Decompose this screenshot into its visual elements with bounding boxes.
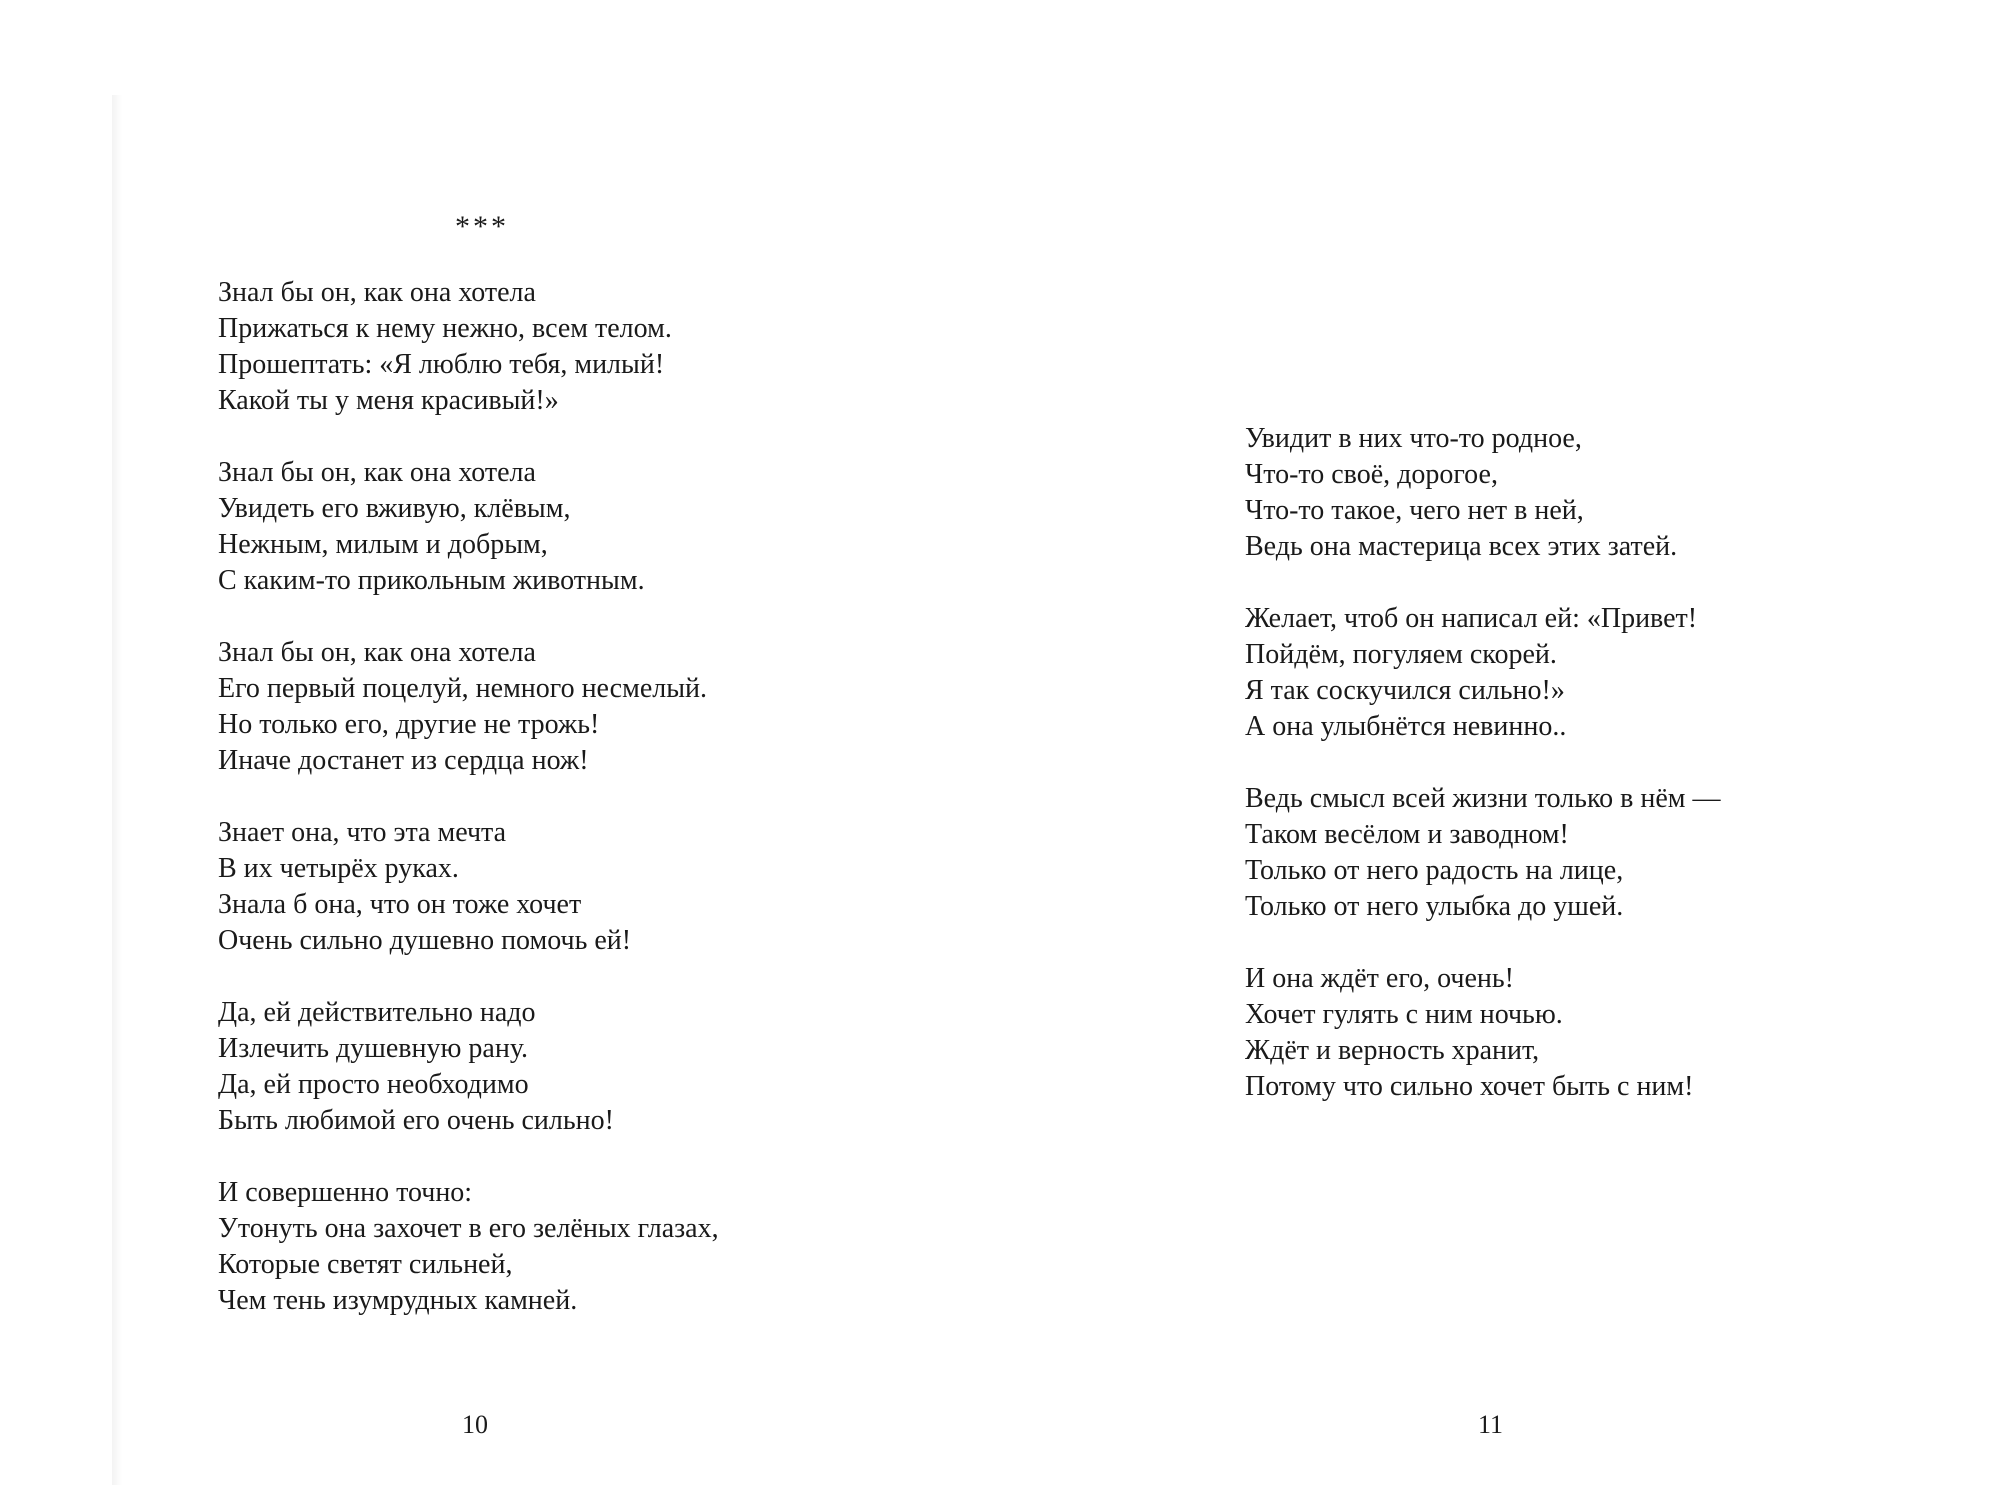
poem-line: Утонуть она захочет в его зелёных глазах, [218,1213,719,1244]
poem-line: Да, ей просто необходимо [218,1069,529,1100]
poem-line: И совершенно точно: [218,1177,473,1208]
poem-line: Прошептать: «Я люблю тебя, милый! [218,349,665,380]
poem-line: Быть любимой его очень сильно! [218,1105,614,1136]
poem-right [1245,421,1720,1105]
poem-line: Нежным, милым и добрым, [218,529,548,560]
poem-line: Увидит в них что-то родное, [1245,423,1582,454]
poem-line: Знала б она, что он тоже хочет [218,889,582,920]
poem-line: Знал бы он, как она хотела [218,277,536,308]
poem-line: Хочет гулять с ним ночью. [1245,999,1563,1030]
poem-line: А она улыбнётся невинно.. [1245,711,1567,742]
poem-line: Очень сильно душевно помочь ей! [218,925,632,956]
poem-line: Знал бы он, как она хотела [218,457,536,488]
poem-line: Ведь она мастерица всех этих затей. [1245,531,1678,562]
stanza-separator: *** [455,210,509,243]
stanza [218,635,719,779]
poem-line: Прижаться к нему нежно, всем телом. [218,313,672,344]
poem-line: Что-то такое, чего нет в ней, [1245,495,1584,526]
poem-line: Ведь смысл всей жизни только в нём — [1245,783,1721,814]
poem-line: В их четырёх руках. [218,853,459,884]
poem-line: Потому что сильно хочет быть с ним! [1245,1071,1694,1102]
poem-line: Иначе достанет из сердца нож! [218,745,589,776]
stanza [1245,421,1720,565]
poem-line: И она ждёт его, очень! [1245,963,1514,994]
poem-line: Желает, чтоб он написал ей: «Привет! [1245,603,1698,634]
poem-line: Я так соскучился сильно!» [1245,675,1565,706]
page-number-right: 11 [1478,1410,1504,1439]
poem-line: Пойдём, погуляем скорей. [1245,639,1557,670]
stanza [218,1175,719,1319]
stanza [218,275,719,419]
poem-line: Знает она, что эта мечта [218,817,507,848]
poem-line: Какой ты у меня красивый!» [218,385,559,416]
stanza [1245,601,1720,745]
poem-line: Излечить душевную рану. [218,1033,529,1064]
poem-line: Чем тень изумрудных камней. [218,1285,578,1316]
page-number-left: 10 [462,1410,488,1439]
poem-line: Только от него улыбка до ушей. [1245,891,1624,922]
poem-line: С каким-то прикольным животным. [218,565,645,596]
stanza [1245,961,1720,1105]
poem-line: Да, ей действительно надо [218,997,536,1028]
poem-line: Что-то своё, дорогое, [1245,459,1498,490]
poem-line: Но только его, другие не трожь! [218,709,600,740]
right-page [1000,0,2000,1485]
stanza [218,455,719,599]
stanza [1245,781,1720,925]
stanza [218,995,719,1139]
poem-line: Знал бы он, как она хотела [218,637,536,668]
poem-line: Ждёт и верность хранит, [1245,1035,1540,1066]
poem-line: Увидеть его вживую, клёвым, [218,493,571,524]
poem-left [218,275,719,1319]
poem-line: Таком весёлом и заводном! [1245,819,1569,850]
stanza [218,815,719,959]
poem-line: Только от него радость на лице, [1245,855,1624,886]
poem-line: Которые светят сильней, [218,1249,513,1280]
poem-line: Его первый поцелуй, немного несмелый. [218,673,708,704]
